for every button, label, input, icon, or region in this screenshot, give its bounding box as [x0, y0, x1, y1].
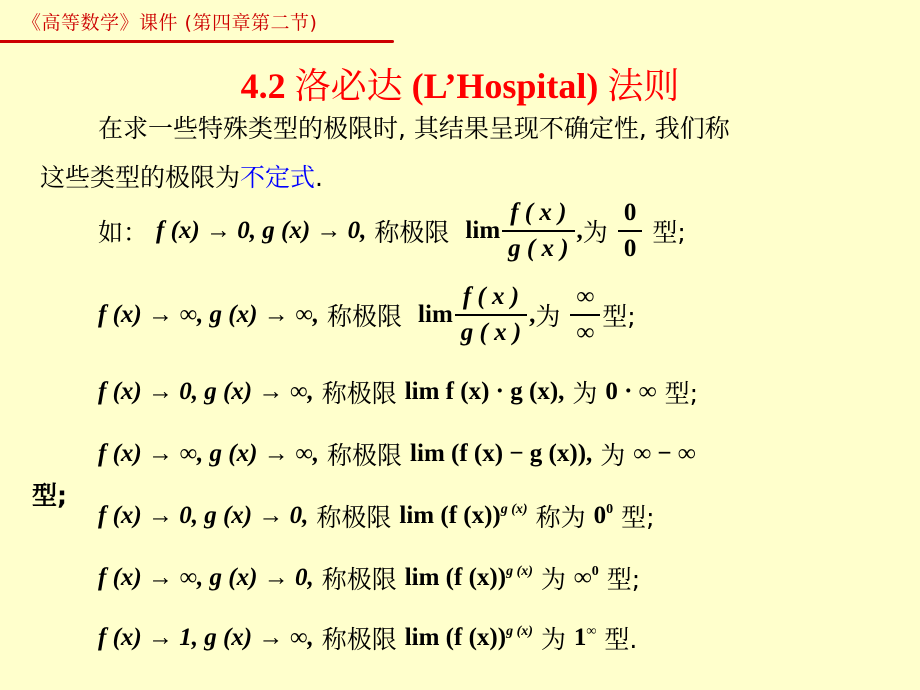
denominator: g ( x ) [508, 234, 569, 262]
say-limit: 称极限 [321, 379, 397, 408]
condition: f (x) → ∞, g (x) → 0, [98, 564, 314, 591]
type-exponent: 0 [606, 502, 614, 517]
fraction [502, 196, 574, 266]
wei: 为 [540, 565, 566, 594]
type-fraction [570, 280, 600, 350]
wei: 为 [572, 379, 598, 408]
numerator: f ( x ) [462, 283, 520, 310]
exponent: g (x) [506, 564, 533, 579]
say-limit: 称极限 [321, 565, 397, 594]
exponent: g (x) [500, 502, 528, 517]
header-divider [0, 40, 394, 43]
title-en: (L’Hospital) [411, 66, 599, 106]
exponent: g (x) [506, 624, 533, 639]
wei: 为 [540, 625, 566, 654]
condition: f (x) → 1, g (x) → ∞, [98, 624, 314, 651]
formula-row-6 [98, 560, 640, 596]
lim: lim [465, 216, 501, 244]
type-base: ∞ [573, 564, 592, 591]
wei: 称为 [535, 503, 586, 532]
denominator: g ( x ) [460, 318, 522, 346]
type-fraction [618, 196, 643, 266]
title-number: 4.2 [240, 66, 286, 106]
say-limit: 称极限 [316, 503, 392, 532]
limit-expr: lim (f (x) − g (x)), [410, 440, 593, 467]
intro-period: . [315, 163, 323, 192]
wei: 为 [582, 217, 608, 247]
limit-expr: lim (f (x)) [404, 564, 507, 591]
type-denominator: 0 [623, 234, 637, 262]
type-numerator: 0 [623, 199, 637, 226]
intro-paragraph [40, 104, 880, 202]
condition: f (x) → ∞, g (x) → ∞, [98, 300, 320, 328]
type-exponent: ∞ [586, 624, 597, 639]
type-label: 型; [602, 301, 636, 331]
condition: f (x) → 0, g (x) → 0, [156, 216, 367, 244]
type-expr: ∞ − ∞ [633, 440, 696, 467]
comma: , [576, 216, 583, 244]
say-limit: 称极限 [321, 625, 397, 654]
example-prefix: 如： [98, 217, 149, 247]
formula-row-7 [98, 620, 637, 656]
title-cn: 洛必达 [294, 66, 403, 107]
type-label: 型; [652, 217, 686, 247]
title-cn2: 法则 [607, 66, 680, 107]
condition: f (x) → ∞, g (x) → ∞, [98, 440, 320, 467]
condition: f (x) → 0, g (x) → 0, [98, 502, 309, 529]
type-base: 0 [593, 502, 607, 529]
intro-line1: 在求一些特殊类型的极限时, 其结果呈现不确定性, 我们称 [98, 114, 730, 143]
numerator: f ( x ) [510, 199, 567, 226]
type-label: 型; [664, 379, 699, 408]
limit-expr: lim (f (x)) [399, 502, 501, 529]
term-highlight: 不定式 [240, 163, 316, 192]
formula-row-4 [98, 436, 696, 472]
limit-expr: lim (f (x)) [404, 624, 507, 651]
condition: f (x) → 0, g (x) → ∞, [98, 378, 314, 405]
formula-row-3 [98, 374, 698, 410]
comma: , [529, 300, 536, 328]
type-denominator: ∞ [576, 318, 595, 346]
formula-row-5 [98, 498, 655, 534]
formula-row-2 [98, 280, 636, 350]
slide-title [0, 58, 920, 109]
fraction [455, 280, 527, 350]
type-label: 型; [621, 503, 655, 532]
say-limit: 称极限 [374, 217, 450, 247]
wei: 为 [600, 441, 626, 470]
type-label: 型. [604, 625, 638, 654]
wrapped-type-label: 型; [32, 481, 67, 510]
course-header: 《高等数学》课件 (第四章第二节) [22, 12, 318, 34]
intro-line2: 这些类型的极限为 [40, 163, 241, 192]
type-expr: 0 · ∞ [605, 378, 657, 405]
formula-row-1 [98, 196, 686, 266]
limit-expr: lim f (x) · g (x), [404, 378, 565, 405]
wei: 为 [535, 301, 561, 331]
type-label: 型; [606, 565, 641, 594]
lim: lim [418, 300, 453, 328]
say-limit: 称极限 [327, 301, 403, 331]
type-base: 1 [573, 624, 587, 651]
type-numerator: ∞ [576, 283, 595, 310]
say-limit: 称极限 [327, 441, 403, 470]
type-exponent: 0 [591, 564, 599, 579]
